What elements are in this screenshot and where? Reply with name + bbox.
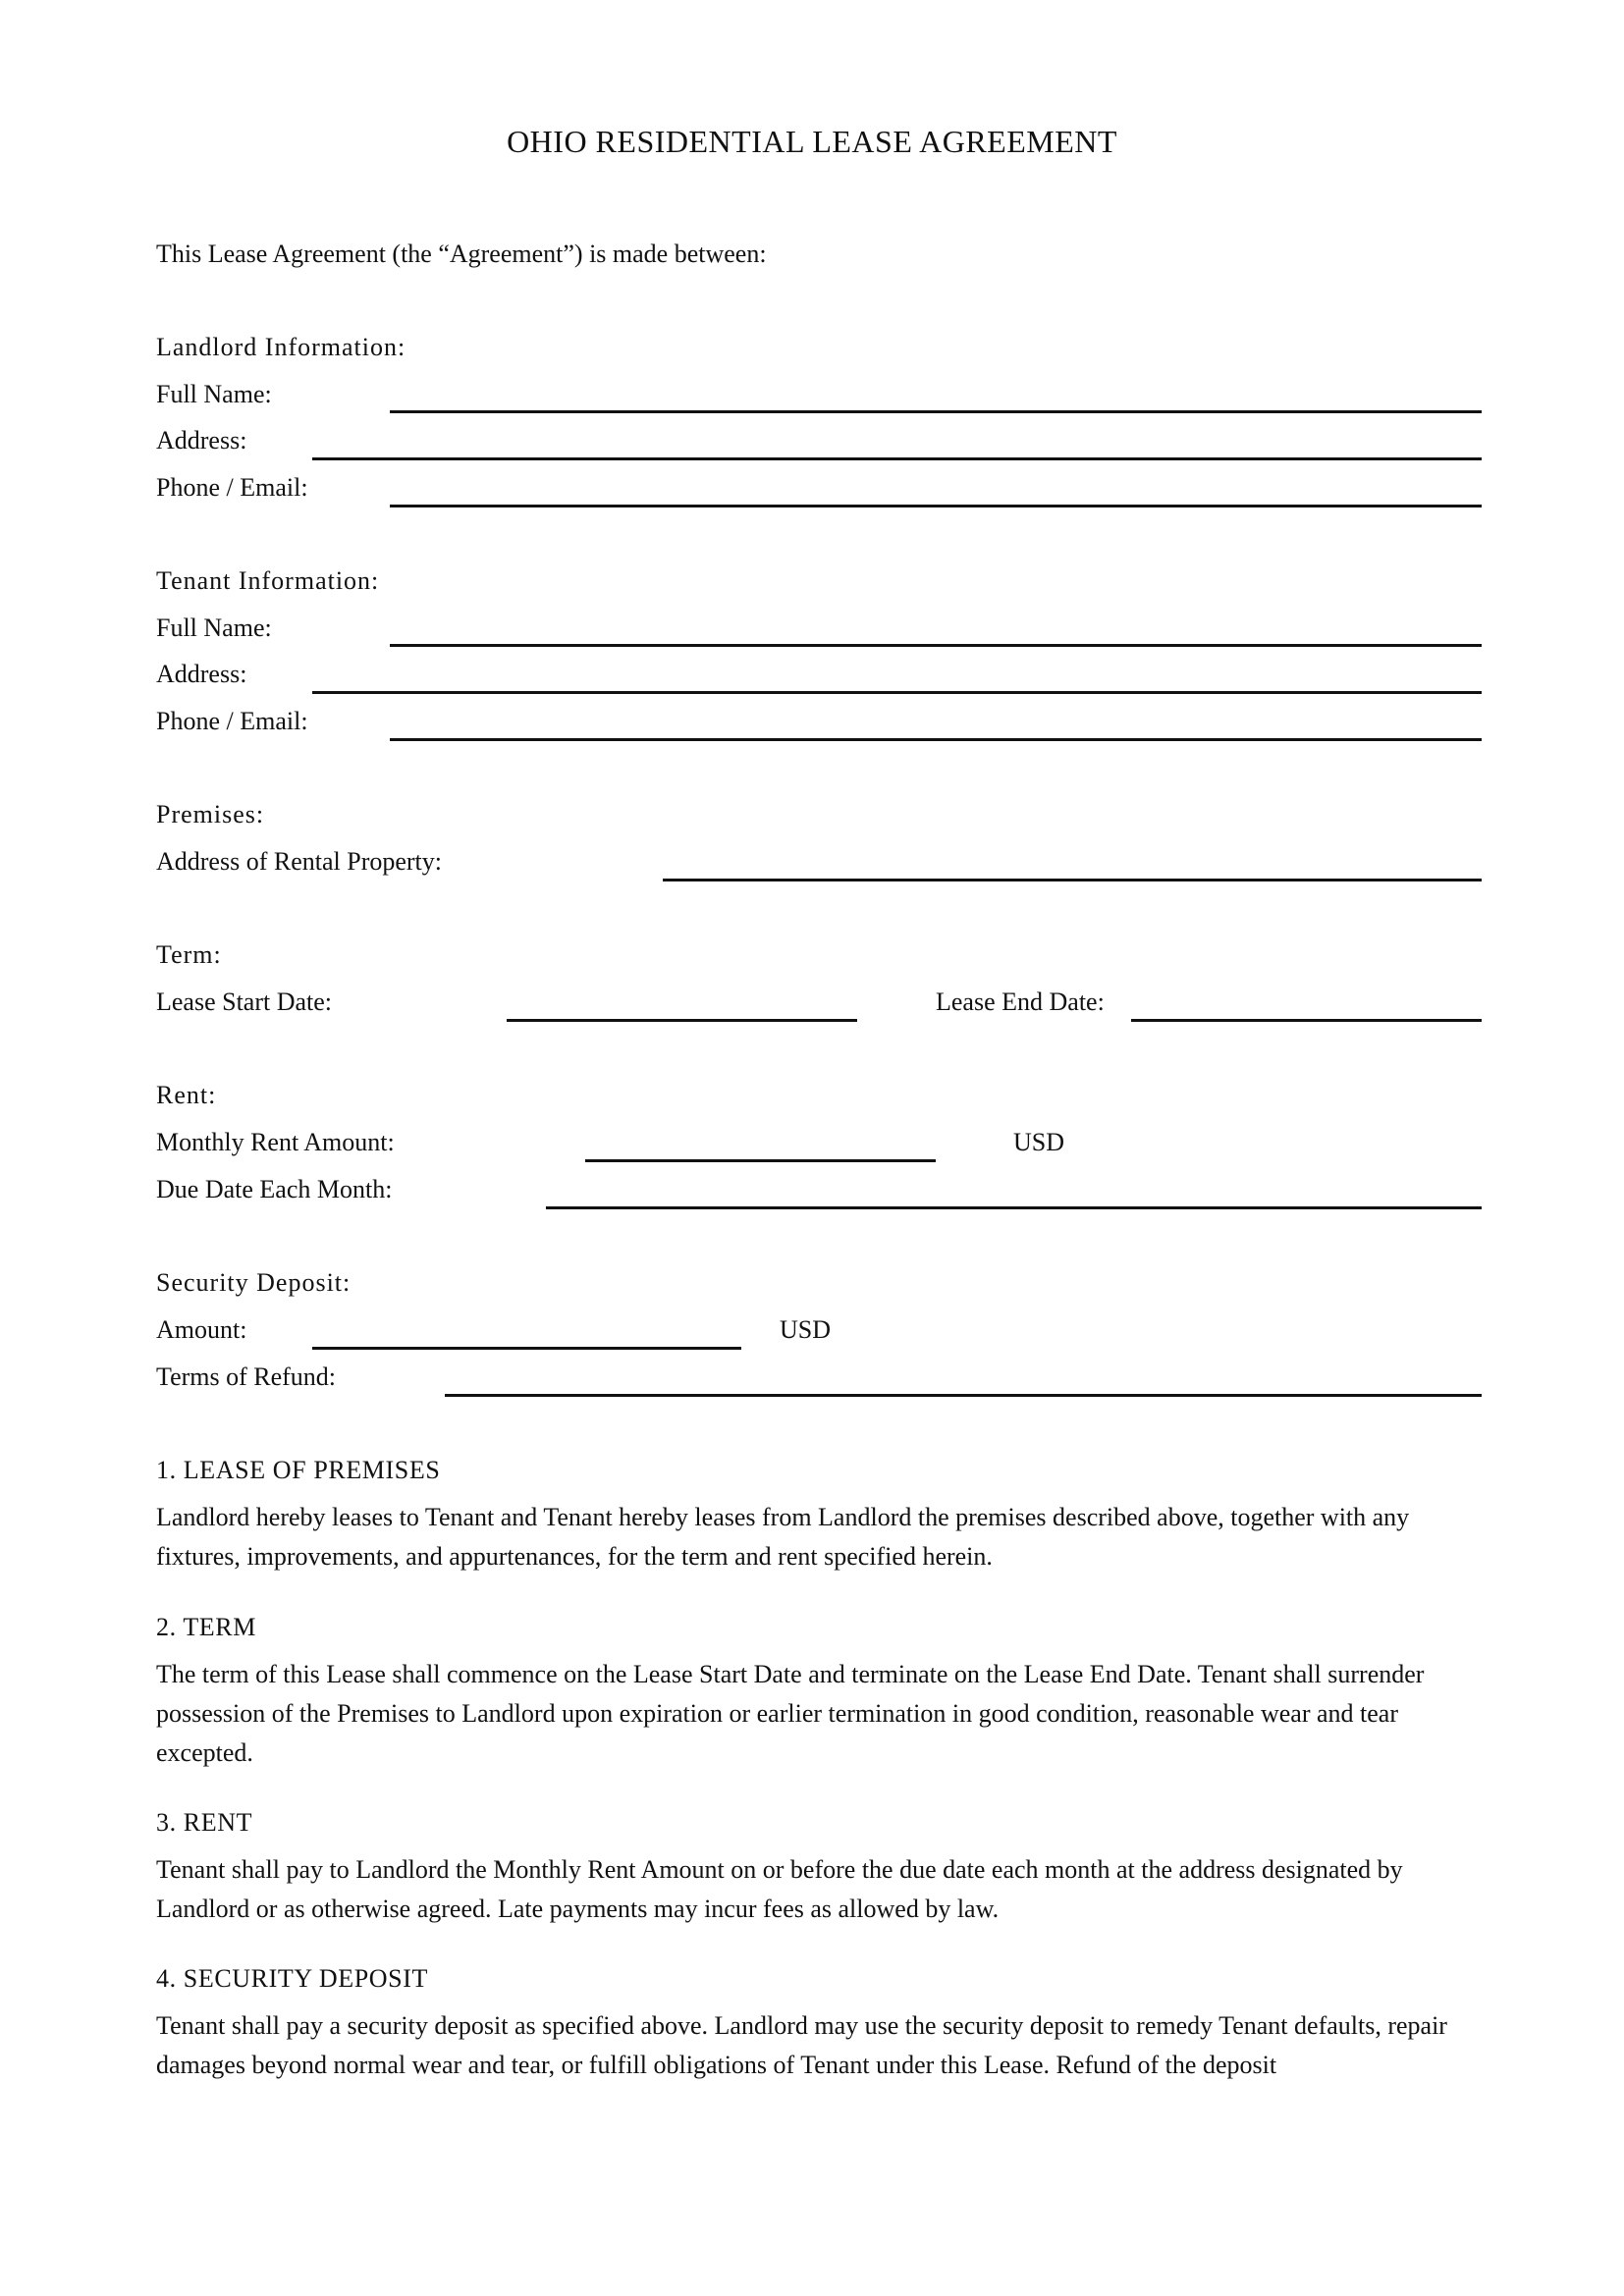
landlord-contact-label: Phone / Email: [156,473,308,502]
deposit-refund-field[interactable] [445,1394,1482,1397]
clause-3-heading: 3. RENT [156,1808,253,1837]
clause-1-heading: 1. LEASE OF PREMISES [156,1456,441,1484]
clause-4-text: Tenant shall pay a security deposit as specified above. Landlord may use the security deposit to remedy Tenant defaults, repair damages beyond normal wear and tear, or fulfill obligations of Tenant under this Lease. Refund of the deposit [156,2011,1447,2079]
deposit-refund-label: Terms of Refund: [156,1362,337,1391]
tenant-full-name-field[interactable] [390,644,1482,647]
landlord-contact-field[interactable] [390,505,1482,507]
document-title: OHIO RESIDENTIAL LEASE AGREEMENT [507,124,1117,159]
tenant-contact-label: Phone / Email: [156,707,308,735]
clause-4-heading: 4. SECURITY DEPOSIT [156,1964,428,1993]
lease-end-field[interactable] [1131,1019,1482,1022]
clause-2-text: The term of this Lease shall commence on the Lease Start Date and terminate on the Lease End Date. Tenant shall surrender possession of the Premises to Landlord upon expiration or earlier termination in good condition, reasonable wear and tear excepted. [156,1660,1425,1767]
clause-2-heading: 2. TERM [156,1613,256,1641]
rent-heading: Rent: [156,1081,217,1109]
deposit-currency: USD [780,1315,832,1344]
rent-currency: USD [1013,1128,1065,1156]
landlord-full-name-field[interactable] [390,410,1482,413]
rent-due-field[interactable] [546,1206,1482,1209]
tenant-full-name-label: Full Name: [156,614,272,642]
tenant-address-field[interactable] [312,691,1482,694]
term-heading: Term: [156,940,222,969]
deposit-heading: Security Deposit: [156,1268,352,1297]
deposit-amount-label: Amount: [156,1315,247,1344]
landlord-address-field[interactable] [312,457,1482,460]
lease-end-label: Lease End Date: [936,988,1105,1016]
lease-start-field[interactable] [507,1019,857,1022]
rent-amount-label: Monthly Rent Amount: [156,1128,395,1156]
premises-heading: Premises: [156,800,265,828]
clause-3-text: Tenant shall pay to Landlord the Monthly Rent Amount on or before the due date each month at the address designated by Landlord or as otherwise agreed. Late payments may incur fees as allowed by law. [156,1855,1403,1923]
landlord-full-name-label: Full Name: [156,380,272,408]
clause-1-text: Landlord hereby leases to Tenant and Tenant hereby leases from Landlord the premises described above, together with any fixtures, improvements, and appurtenances, for the term and rent specified herein. [156,1503,1410,1571]
premises-address-label: Address of Rental Property: [156,847,443,876]
tenant-address-label: Address: [156,660,247,688]
rent-amount-field[interactable] [585,1159,936,1162]
tenant-heading: Tenant Information: [156,566,380,595]
deposit-amount-field[interactable] [312,1347,741,1350]
lease-start-label: Lease Start Date: [156,988,333,1016]
landlord-address-label: Address: [156,426,247,454]
tenant-contact-field[interactable] [390,738,1482,741]
intro-text: This Lease Agreement (the “Agreement”) is made between: [156,240,767,268]
landlord-heading: Landlord Information: [156,333,406,361]
rent-due-label: Due Date Each Month: [156,1175,393,1203]
premises-address-field[interactable] [663,879,1482,881]
